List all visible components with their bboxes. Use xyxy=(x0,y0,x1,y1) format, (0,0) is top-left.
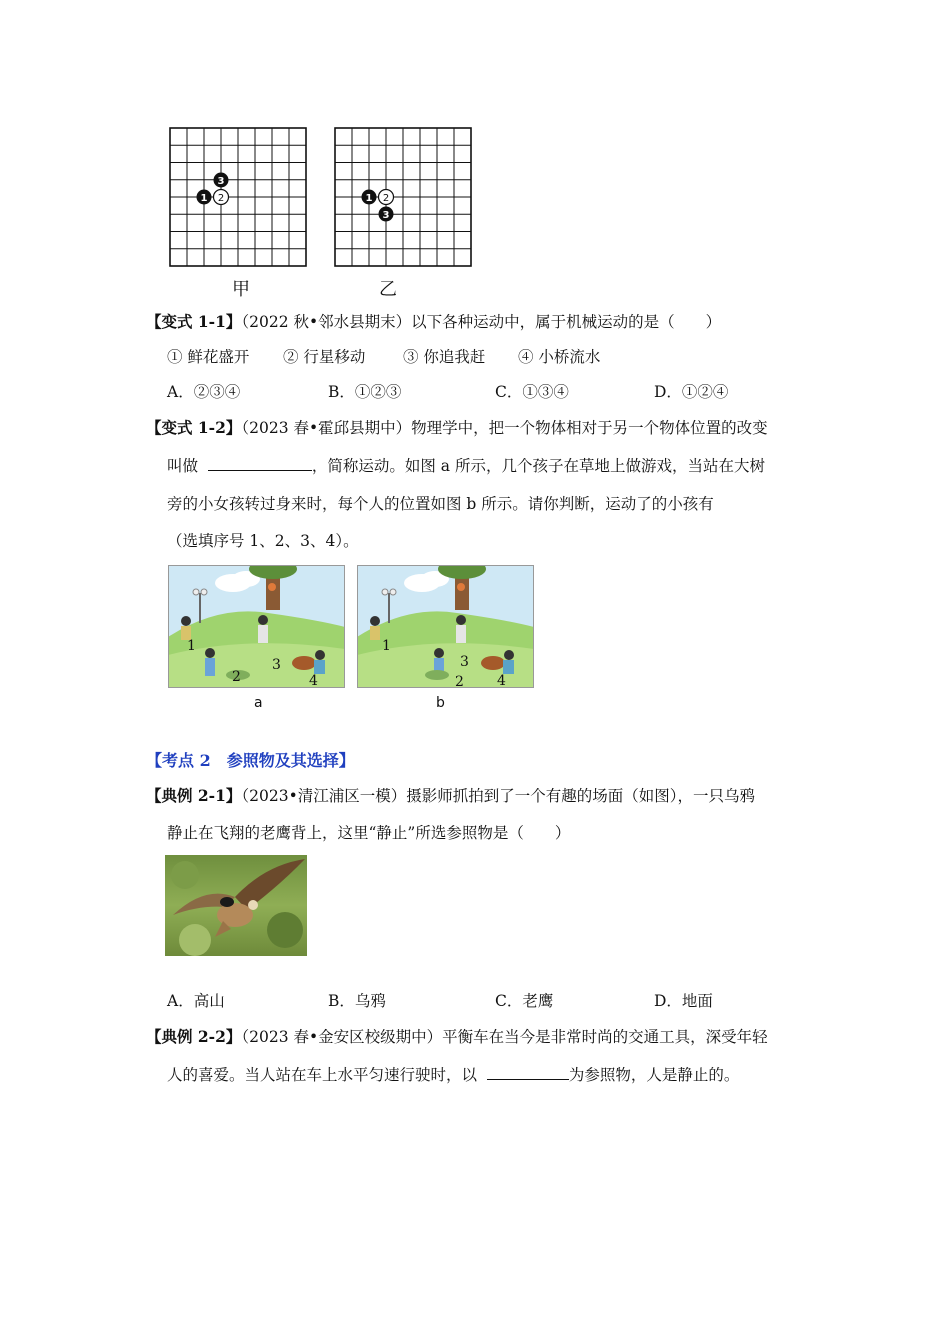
item-3: ③ 你追我赶 xyxy=(403,348,486,366)
option-d: D．地面 xyxy=(654,992,713,1010)
question-tag: 【变式 1-2】 xyxy=(146,418,242,437)
child-label-3: 3 xyxy=(272,657,281,673)
stone-2 xyxy=(379,190,394,205)
child-label-2: 2 xyxy=(232,669,241,685)
svg-text:3: 3 xyxy=(217,176,225,187)
svg-text:2: 2 xyxy=(217,193,225,204)
child-label-2: 2 xyxy=(455,674,464,688)
eagle-crow-photo xyxy=(165,855,307,956)
child-label-4: 4 xyxy=(309,673,318,688)
question-tag: 【典例 2-2】 xyxy=(146,1027,242,1046)
question-2-2-line1 xyxy=(146,1026,768,1048)
playground-figure-a xyxy=(168,565,345,688)
question-text: （2023 春•金安区校级期中）平衡车在当今是非常时尚的交通工具，深受年轻 xyxy=(241,1028,768,1046)
item-1: ① 鲜花盛开 xyxy=(167,348,250,366)
child-label-4: 4 xyxy=(497,673,506,688)
text-segment: 人的喜爱。当人站在车上水平匀速行驶时，以 xyxy=(167,1066,478,1084)
question-1-1 xyxy=(146,311,721,333)
option-a: A．②③④ xyxy=(167,383,241,401)
question-text: （2023•清江浦区一模）摄影师抓拍到了一个有趣的场面（如图），一只乌鸦 xyxy=(241,787,755,805)
answer-blank[interactable] xyxy=(208,455,312,471)
go-board-left xyxy=(170,128,306,266)
text-segment: ，简称运动。如图 a 所示，几个孩子在草地上做游戏，当站在大树 xyxy=(311,457,765,475)
option-a: A．高山 xyxy=(167,992,225,1010)
option-d: D．①②④ xyxy=(654,383,729,401)
question-2-1-line2: 静止在飞翔的老鹰背上，这里“静止”所选参照物是（ ） xyxy=(167,824,571,842)
stone-3 xyxy=(214,173,229,188)
playground-figure-b xyxy=(357,565,534,688)
stone-2 xyxy=(214,190,229,205)
question-1-2-line3: 旁的小女孩转过身来时，每个人的位置如图 b 所示。请你判断，运动了的小孩有 xyxy=(167,495,714,513)
option-b: B．乌鸦 xyxy=(328,992,386,1010)
option-c: C．老鹰 xyxy=(495,992,554,1010)
go-board-right xyxy=(335,128,471,266)
stone-3 xyxy=(379,207,394,222)
child-label-1: 1 xyxy=(382,638,391,654)
question-1-2-line1 xyxy=(146,417,768,439)
go-board-figure xyxy=(160,120,490,305)
question-tag: 【典例 2-1】 xyxy=(146,786,242,805)
question-tag: 【变式 1-1】 xyxy=(146,312,242,331)
svg-text:2: 2 xyxy=(382,193,390,204)
figure-label-a: a xyxy=(254,695,263,711)
figure-label-jia: 甲 xyxy=(232,279,250,300)
child-label-1: 1 xyxy=(187,638,196,654)
question-text: （2023 春•霍邱县期中）物理学中，把一个物体相对于另一个物体位置的改变 xyxy=(241,419,768,437)
figure-label-b: b xyxy=(436,695,445,711)
svg-text:1: 1 xyxy=(200,193,208,204)
child-label-3: 3 xyxy=(460,654,469,670)
stone-1 xyxy=(362,190,377,205)
text-segment: 叫做 xyxy=(167,457,199,475)
question-1-2-line2 xyxy=(167,455,765,477)
option-b: B．①②③ xyxy=(328,383,402,401)
text-segment: 为参照物，人是静止的。 xyxy=(568,1066,740,1084)
svg-text:1: 1 xyxy=(365,193,373,204)
stone-1 xyxy=(197,190,212,205)
section-title: 【考点 2 参照物及其选择】 xyxy=(146,751,355,770)
item-4: ④ 小桥流水 xyxy=(518,348,601,366)
item-2: ② 行星移动 xyxy=(283,348,366,366)
svg-text:3: 3 xyxy=(382,210,390,221)
answer-blank[interactable] xyxy=(487,1064,569,1080)
question-2-2-line2 xyxy=(167,1064,739,1086)
question-2-1-line1 xyxy=(146,785,755,807)
figure-label-yi: 乙 xyxy=(379,279,397,300)
option-c: C．①③④ xyxy=(495,383,569,401)
question-1-2-line4: （选填序号 1、2、3、4）。 xyxy=(167,532,359,550)
question-text: （2022 秋•邻水县期末）以下各种运动中，属于机械运动的是（ ） xyxy=(241,313,722,331)
